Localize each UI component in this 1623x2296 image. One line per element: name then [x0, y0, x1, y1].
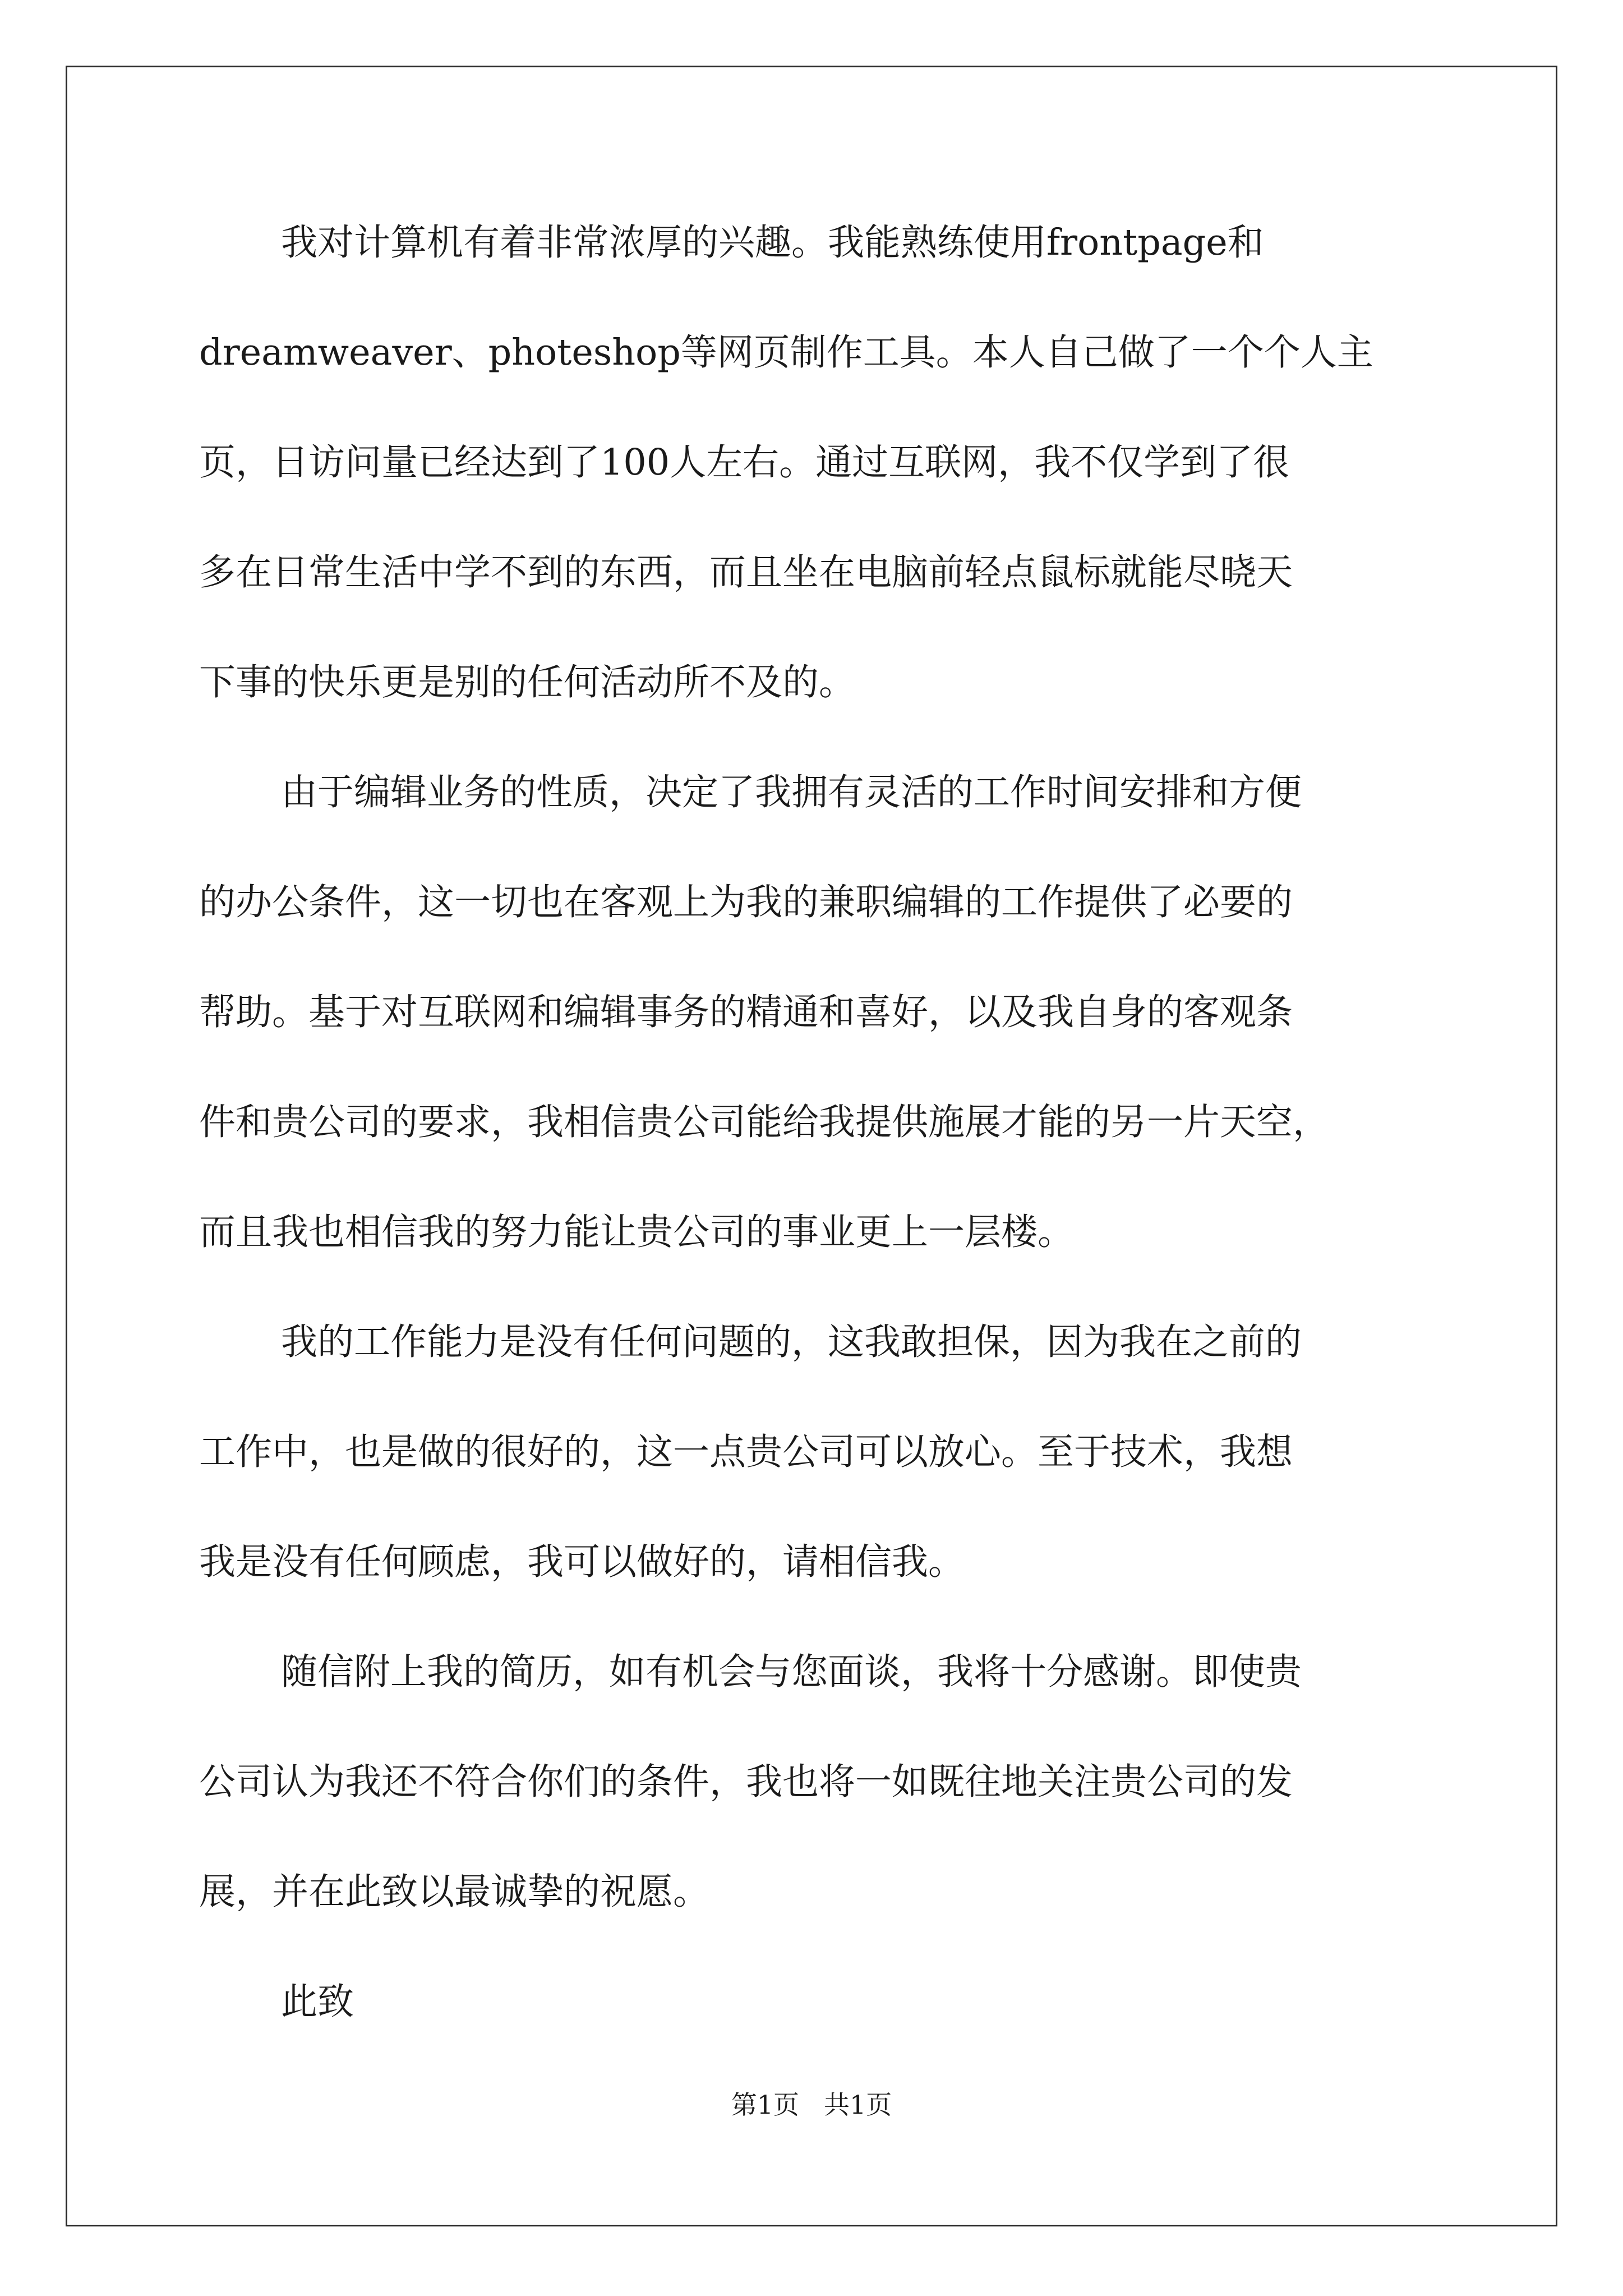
- text-line: 多在日常生活中学不到的东西，而且坐在电脑前轻点鼠标就能尽晓天: [199, 551, 1293, 593]
- text-line: 我的工作能力是没有任何问题的，这我敢担保，因为我在之前的: [281, 1321, 1302, 1363]
- text-line: 随信附上我的简历，如有机会与您面谈，我将十分感谢。即使贵: [281, 1651, 1302, 1693]
- text-line: 我对计算机有着非常浓厚的兴趣。我能熟练使用frontpage和: [281, 222, 1264, 264]
- text-line: 我是没有任何顾虑，我可以做好的，请相信我。: [199, 1541, 965, 1583]
- text-line: 由于编辑业务的性质，决定了我拥有灵活的工作时间安排和方便: [281, 771, 1302, 813]
- page-footer: [0, 2088, 1623, 2122]
- text-line: 的办公条件，这一切也在客观上为我的兼职编辑的工作提供了必要的: [199, 881, 1293, 923]
- text-line: 展，并在此致以最诚挚的祝愿。: [199, 1871, 710, 1913]
- text-line: 页，日访问量已经达到了100人左右。通过互联网，我不仅学到了很: [199, 441, 1290, 484]
- text-line: 帮助。基于对互联网和编辑事务的精通和喜好，以及我自身的客观条: [199, 991, 1293, 1033]
- text-line: 工作中，也是做的很好的，这一点贵公司可以放心。至于技术，我想: [199, 1431, 1293, 1473]
- page-count: 共1页: [823, 2090, 892, 2120]
- text-line: 公司认为我还不符合你们的条件，我也将一如既往地关注贵公司的发: [199, 1761, 1293, 1803]
- text-line: dreamweaver、photeshop等网页制作工具。本人自己做了一个个人主: [199, 332, 1373, 374]
- text-line: 件和贵公司的要求，我相信贵公司能给我提供施展才能的另一片天空，: [199, 1101, 1330, 1143]
- letter-body: [199, 212, 1433, 2081]
- text-line: 而且我也相信我的努力能让贵公司的事业更上一层楼。: [199, 1211, 1075, 1253]
- text-line: 此致: [281, 1981, 354, 2023]
- text-line: 下事的快乐更是别的任何活动所不及的。: [199, 661, 856, 703]
- page-number: 第1页: [731, 2090, 800, 2120]
